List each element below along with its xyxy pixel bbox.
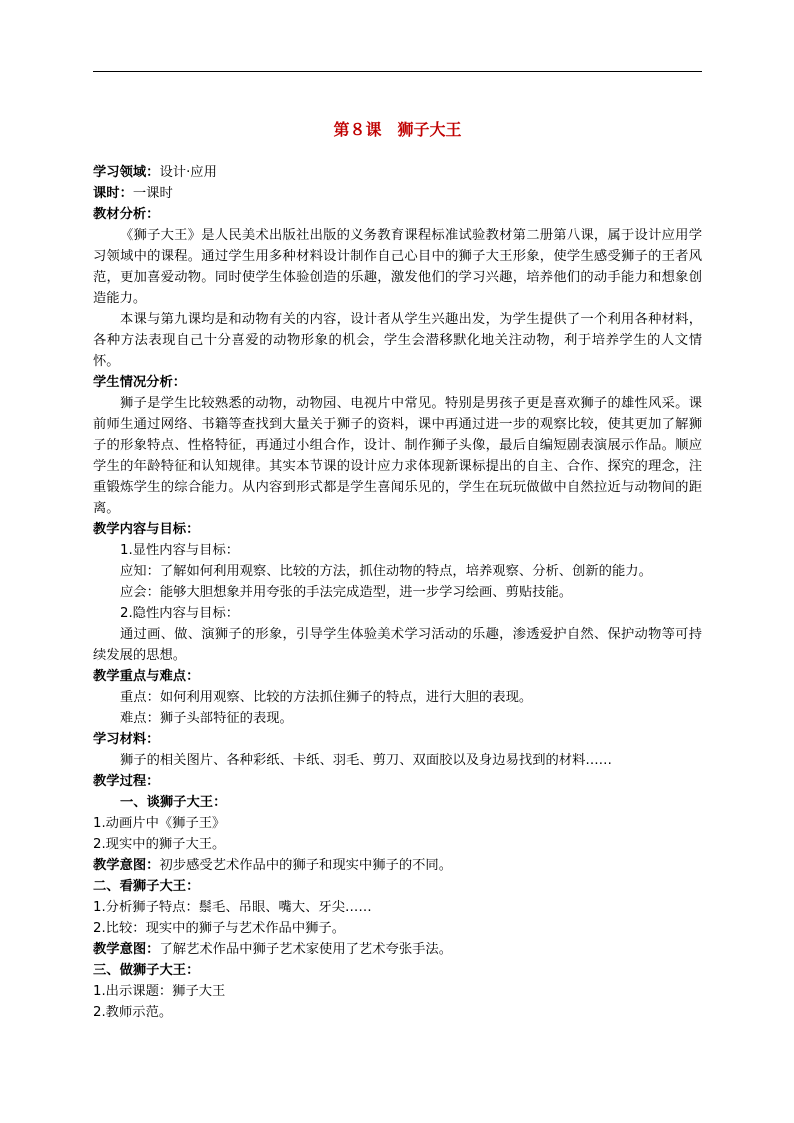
intent-text: 了解艺术作品中狮子艺术家使用了艺术夸张手法。 [159,942,453,957]
keypoints-line-2: 难点：狮子头部特征的表现。 [120,711,293,726]
process-step-2-line-2: 2.比较：现实中的狮子与艺术作品中狮子。 [93,921,346,936]
textbook-paragraph-1: 《狮子大王》是人民美术出版社出版的义务教育课程标准试验教材第二册第八课，属于设计应用学习领域中的课程。通过学生用多种材料设计制作自己心目中的狮子大王形象，使学生感受狮子的王者风范，更加喜爱动物。同时使学生体验创造的乐趣，激发他们的学习兴趣，培养他们的动手能力和想象创造能力。 [93,228,702,306]
intent-text: 初步感受艺术作品中的狮子和现实中狮子的不同。 [159,858,453,873]
goals-heading: 教学内容与目标： [93,522,200,537]
process-step-3-title: 三、做狮子大王： [93,963,200,978]
process-step-3-line-2: 2.教师示范。 [93,1005,173,1020]
goals-line-1: 1.显性内容与目标： [120,543,240,558]
field-label: 学习领域： [93,165,160,180]
keypoints-heading: 教学重点与难点： [93,669,200,684]
period-value: 一课时 [132,186,173,201]
intent-label: 教学意图： [93,942,160,957]
goals-paragraph: 通过画、做、演狮子的形象，引导学生体验美术学习活动的乐趣，渗透爱护自然、保护动物等可持续发展的思想。 [93,627,702,663]
document-page [93,118,702,1023]
process-step-1-intent [93,855,702,876]
process-step-1-line-1: 1.动画片中《狮子王》 [93,816,226,831]
field-line [93,162,702,183]
process-step-3-line-1: 1.出示课题：狮子大王 [93,984,226,999]
period-label: 课时： [93,186,133,201]
field-value: 设计·应用 [159,165,217,180]
process-step-2-intent [93,939,702,960]
students-paragraph: 狮子是学生比较熟悉的动物，动物园、电视片中常见。特别是男孩子更是喜欢狮子的雄性风采。课前师生通过网络、书籍等查找到大量关于狮子的资料，课中再通过进一步的观察比较，使其更加了解狮子的形象特点、性格特征，再通过小组合作，设计、制作狮子头像，最后自编短剧表演展示作品。顺应学生的年龄特征和认知规律。其实本节课的设计应力求体现新课标提出的自主、合作、探究的理念，注重锻炼学生的综合能力。从内容到形式都是学生喜闻乐见的，学生在玩玩做做中自然拉近与动物间的距离。 [93,396,702,516]
process-heading: 教学过程： [93,774,160,789]
goals-line-3: 应会：能够大胆想象并用夸张的手法完成造型，进一步学习绘画、剪贴技能。 [120,585,573,600]
textbook-paragraph-2: 本课与第九课均是和动物有关的内容，设计者从学生兴趣出发，为学生提供了一个利用各种材料，各种方法表现自己十分喜爱的动物形象的机会，学生会潜移默化地关注动物，利于培养学生的人文情怀。 [93,312,702,369]
textbook-heading: 教材分析： [93,207,160,222]
goals-line-4: 2.隐性内容与目标： [120,606,240,621]
students-heading: 学生情况分析： [93,375,187,390]
keypoints-line-1: 重点：如何利用观察、比较的方法抓住狮子的特点，进行大胆的表现。 [120,690,533,705]
materials-line: 狮子的相关图片、各种彩纸、卡纸、羽毛、剪刀、双面胶以及身边易找到的材料…… [120,753,612,768]
lesson-title: 第８课 狮子大王 [333,120,462,139]
process-step-2-title: 二、看狮子大王： [93,879,200,894]
goals-line-2: 应知：了解如何利用观察、比较的方法，抓住动物的特点，培养观察、分析、创新的能力。 [120,564,652,579]
process-step-1-title: 一、谈狮子大王： [120,795,227,810]
intent-label: 教学意图： [93,858,160,873]
process-step-2-line-1: 1.分析狮子特点：鬃毛、吊眼、嘴大、牙尖…… [93,900,372,915]
period-line [93,183,702,204]
materials-heading: 学习材料： [93,732,160,747]
process-step-1-line-2: 2.现实中的狮子大王。 [93,837,226,852]
header-rule [93,71,702,72]
